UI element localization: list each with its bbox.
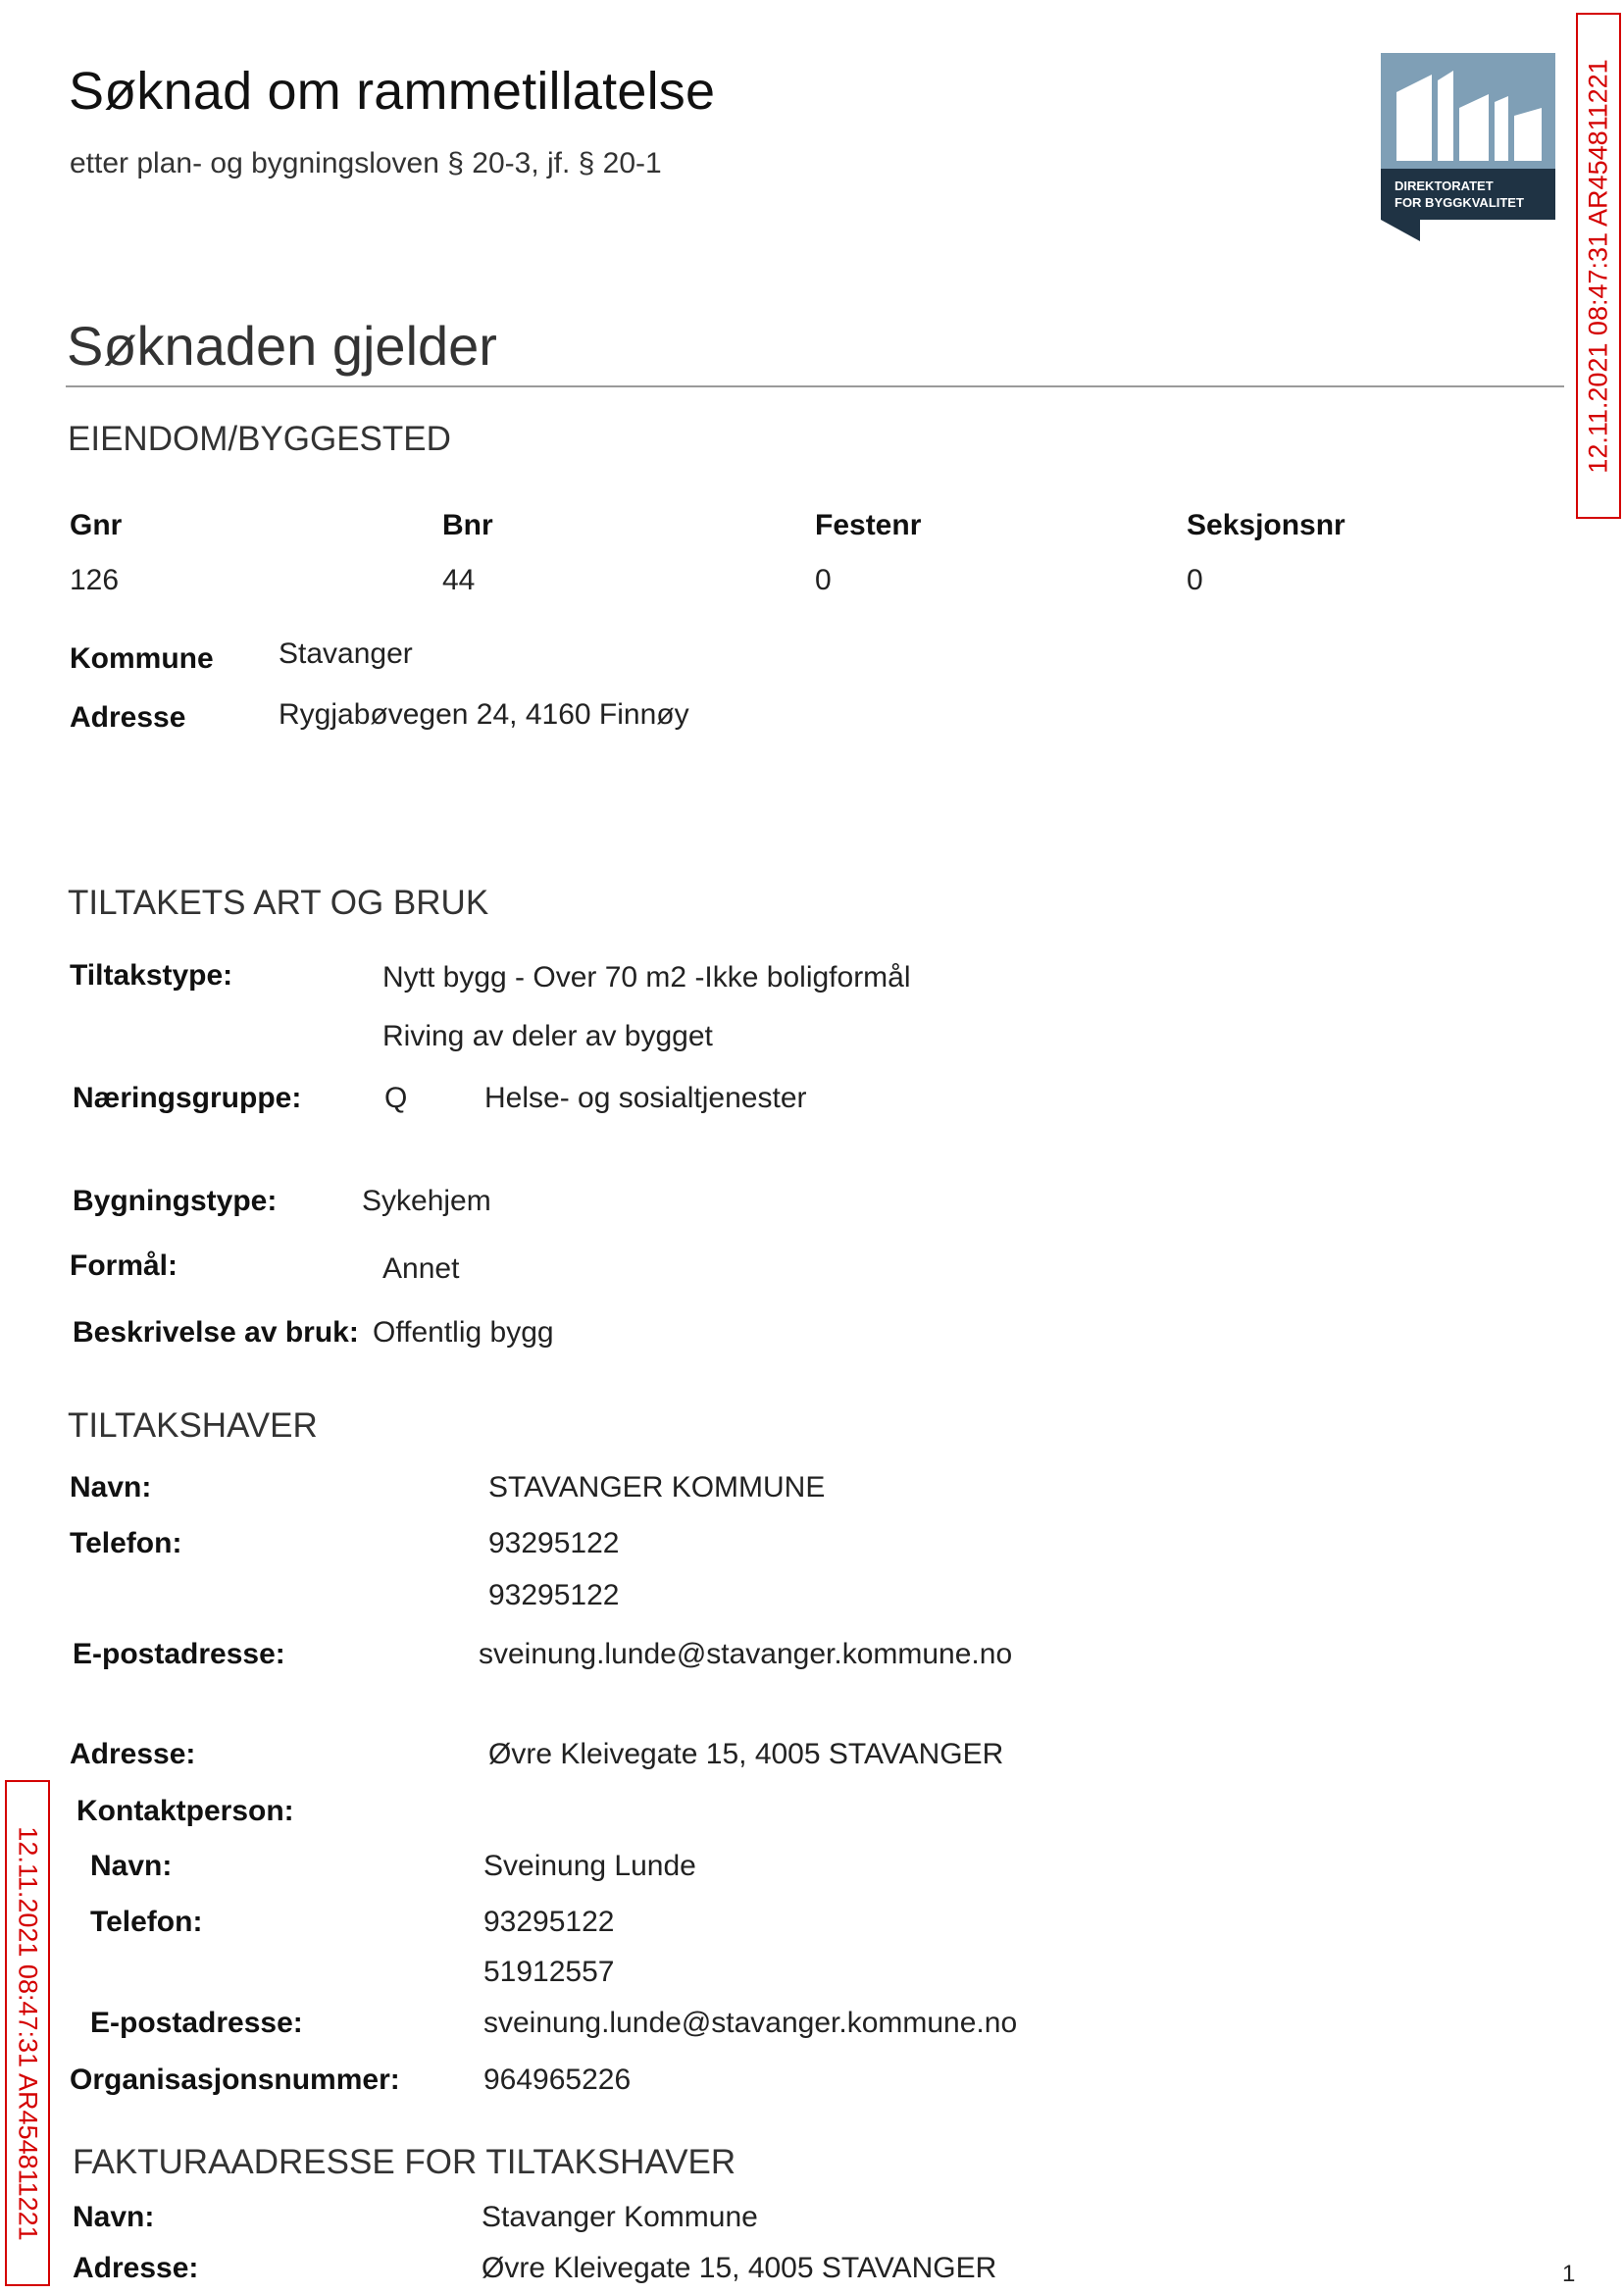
gnr-value: 126 [70, 564, 120, 596]
tiltakstype-value-2: Riving av deler av bygget [382, 1020, 713, 1052]
section-title-tiltak: TILTAKETS ART OG BRUK [68, 884, 489, 922]
tiltakshaver-telefon-1: 93295122 [488, 1527, 620, 1559]
beskrivelse-value: Offentlig bygg [373, 1316, 554, 1349]
tiltakshaver-navn-value: STAVANGER KOMMUNE [488, 1471, 826, 1504]
festenr-label: Festenr [815, 509, 922, 541]
naeringsgruppe-label: Næringsgruppe: [73, 1082, 302, 1114]
stamp-text: 12.11.2021 08:47:31 AR454811221 [1583, 58, 1613, 474]
adresse-value: Rygjabøvegen 24, 4160 Finnøy [279, 698, 689, 731]
kontakt-epost-value: sveinung.lunde@stavanger.kommune.no [483, 2007, 1018, 2039]
kontakt-telefon-label: Telefon: [90, 1906, 203, 1938]
bnr-value: 44 [442, 564, 476, 596]
kontakt-epost-label: E-postadresse: [90, 2007, 303, 2039]
formaal-label: Formål: [70, 1249, 178, 1282]
formaal-value: Annet [382, 1252, 460, 1285]
bygningstype-label: Bygningstype: [73, 1185, 278, 1217]
tiltakshaver-adresse-value: Øvre Kleivegate 15, 4005 STAVANGER [488, 1738, 1004, 1770]
faktura-navn-value: Stavanger Kommune [482, 2201, 758, 2233]
kontakt-navn-label: Navn: [90, 1850, 173, 1882]
adresse-label: Adresse [70, 701, 186, 734]
kontakt-telefon-2: 51912557 [483, 1956, 615, 1988]
beskrivelse-label: Beskrivelse av bruk: [73, 1316, 359, 1349]
section-heading: Søknaden gjelder [67, 315, 497, 377]
tiltakstype-label: Tiltakstype: [70, 959, 233, 992]
dibk-logo [1381, 53, 1555, 241]
naeringsgruppe-name: Helse- og sosialtjenester [484, 1082, 807, 1114]
seksjonsnr-label: Seksjonsnr [1187, 509, 1345, 541]
faktura-navn-label: Navn: [73, 2201, 155, 2233]
section-title-tiltakshaver: TILTAKSHAVER [68, 1406, 318, 1445]
kontaktperson-label: Kontaktperson: [76, 1795, 294, 1827]
building-logo-icon [1381, 53, 1555, 241]
heading-divider [66, 385, 1564, 387]
festenr-value: 0 [815, 564, 832, 596]
document-subtitle: etter plan- og bygningsloven § 20-3, jf. § 20-1 [70, 147, 662, 179]
kommune-label: Kommune [70, 642, 214, 675]
section-title-eiendom: EIENDOM/BYGGESTED [68, 420, 451, 458]
orgnr-label: Organisasjonsnummer: [70, 2064, 400, 2096]
registration-stamp [5, 1780, 50, 2286]
kommune-value: Stavanger [279, 637, 413, 670]
stamp-text: 12.11.2021 08:47:31 AR454811221 [13, 1825, 43, 2241]
gnr-label: Gnr [70, 509, 123, 541]
tiltakshaver-telefon-2: 93295122 [488, 1579, 620, 1611]
orgnr-value: 964965226 [483, 2064, 632, 2096]
tiltakshaver-epost-label: E-postadresse: [73, 1638, 285, 1670]
faktura-adresse-label: Adresse: [73, 2252, 199, 2284]
page-number: 1 [1562, 2261, 1576, 2287]
tiltakshaver-navn-label: Navn: [70, 1471, 152, 1504]
tiltakshaver-epost-value: sveinung.lunde@stavanger.kommune.no [479, 1638, 1013, 1670]
bygningstype-value: Sykehjem [362, 1185, 491, 1217]
logo-text-1: DIREKTORATET [1395, 178, 1494, 193]
bnr-label: Bnr [442, 509, 493, 541]
document-title: Søknad om rammetillatelse [69, 62, 716, 121]
tiltakstype-value-1: Nytt bygg - Over 70 m2 -Ikke boligformål [382, 961, 911, 994]
registration-stamp [1576, 13, 1621, 519]
seksjonsnr-value: 0 [1187, 564, 1203, 596]
naeringsgruppe-code: Q [384, 1082, 408, 1114]
kontakt-telefon-1: 93295122 [483, 1906, 615, 1938]
logo-text-2: FOR BYGGKVALITET [1395, 195, 1524, 210]
tiltakshaver-adresse-label: Adresse: [70, 1738, 196, 1770]
tiltakshaver-telefon-label: Telefon: [70, 1527, 182, 1559]
faktura-adresse-value: Øvre Kleivegate 15, 4005 STAVANGER [482, 2252, 997, 2284]
kontakt-navn-value: Sveinung Lunde [483, 1850, 696, 1882]
section-title-faktura: FAKTURAADRESSE FOR TILTAKSHAVER [73, 2143, 736, 2181]
